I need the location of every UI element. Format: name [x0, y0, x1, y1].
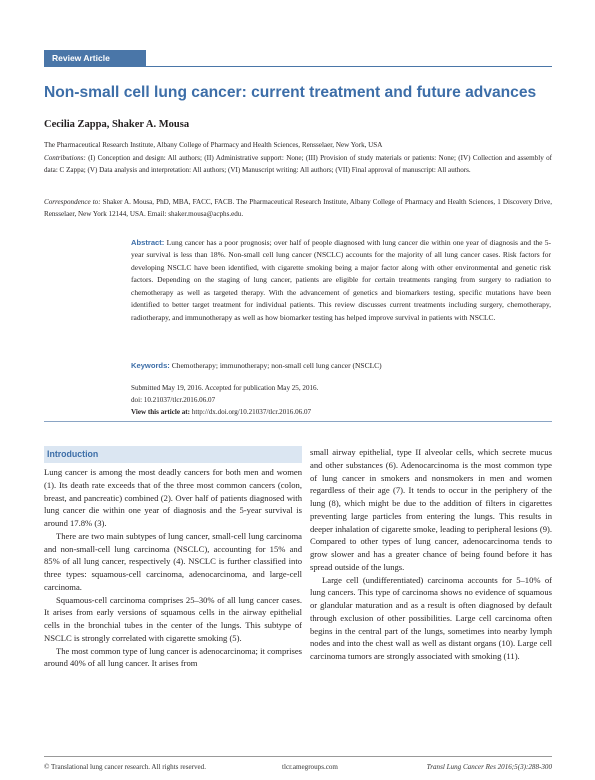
footer-citation: Transl Lung Cancer Res 2016;5(3):288-300 [426, 763, 552, 771]
contributions-text: (I) Conception and design: All authors; (II) Administrative support: None; (III) Provision of study materials or patients: None; (IV) Collection and assembly of data: C Zappa; (V) Data analysis and interpretation: All authors; (VI) Manuscript writing: All authors; (VII) Final approval of manuscript: All authors. [44, 154, 552, 175]
authors: Cecilia Zappa, Shaker A. Mousa [44, 119, 190, 130]
article-title: Non-small cell lung cancer: current treatment and future advances [44, 84, 537, 101]
abstract [131, 237, 551, 324]
abstract-label: Abstract: [131, 238, 165, 247]
footer-copyright: © Translational lung cancer research. All rights reserved. [44, 763, 206, 771]
submission-dates: Submitted May 19, 2016. Accepted for publication May 25, 2016. [131, 384, 319, 392]
header-divider [44, 66, 552, 67]
correspondence-text: Shaker A. Mousa, PhD, MBA, FACC, FACB. The Pharmaceutical Research Institute, Albany College of Pharmacy and Health Sciences, 1 Discovery Drive, Rensselaer, New York 12144, USA. Email: shaker.mousa@acphs.edu. [44, 198, 552, 219]
paragraph: Large cell (undifferentiated) carcinoma accounts for 5–10% of lung cancers. This type of carcinoma shows no evidence of squamous or glandular maturation and as a result is often diagnosed by default through exclusion of other possibilities. Large cell carcinoma often begins in the central part of the lungs, sometimes into nearby lymph nodes and into the chest wall as well as distant organs (10). Large cell carcinoma tumors are strongly associated with smoking (11). [310, 574, 552, 661]
correspondence [44, 196, 552, 221]
paragraph: There are two main subtypes of lung cancer, small-cell lung carcinoma and non-small-cell lung carcinoma (NSCLC), accounting for 15% and 85% of all lung cancer, respectively (4). NSCLC is further classified into three types: squamous-cell carcinoma, adenocarcinoma, and large-cell carcinoma. [44, 530, 302, 592]
doi: doi: 10.21037/tlcr.2016.06.07 [131, 396, 216, 404]
paragraph: The most common type of lung cancer is adenocarcinoma; it comprises around 40% of all lung cancer. It arises from [44, 645, 302, 669]
contributions [44, 152, 552, 177]
paragraph: Squamous-cell carcinoma comprises 25–30% of all lung cancer cases. It arises from early versions of squamous cells in the airway epithelial cells in the bronchial tubes in the center of the lungs. This subtype of NSCLC is strongly correlated with cigarette smoking (5). [44, 594, 302, 643]
contributions-label: Contributions: [44, 154, 86, 162]
keywords-label: Keywords: [131, 361, 170, 370]
view-article-link[interactable]: http://dx.doi.org/10.21037/tlcr.2016.06.07 [191, 408, 312, 416]
correspondence-label: Correspondence to: [44, 198, 101, 206]
affiliation: The Pharmaceutical Research Institute, Albany College of Pharmacy and Health Sciences, Rensselaer, New York, USA [44, 141, 383, 149]
paragraph: Lung cancer is among the most deadly cancers for both men and women (1). Its death rate exceeds that of the three most common cancers (colon, breast, and pancreatic) combined (2). Over half of patients diagnosed with lung cancer die within one year of diagnosis and the 5-year survival is around 17.8% (3). [44, 467, 302, 528]
paragraph: small airway epithelial, type II alveolar cells, which secrete mucus and other substances (6). Adenocarcinoma is the most common type of lung cancer in smokers and nonsmokers in men and women regardless of their age (7). It tends to occur in the periphery of the lung (8), which might be due to the addition of filters in cigarettes preventing large particles from entering the lungs. This results in deeper inhalation of cigarette smoke, leading to peripheral lesions (9). Compared to other types of lung cancer, adenocarcinoma tends to grow slower and has a greater chance of being found before it has spread outside of the lungs. [310, 447, 552, 572]
view-article-line [131, 408, 311, 416]
abstract-text: Lung cancer has a poor prognosis; over half of people diagnosed with lung cancer die within one year of diagnosis and the 5-year survival is less than 18%. Non-small cell lung cancer (NSCLC) accounts for the majority of all lung cancer cases. Risk factors for developing NSCLC have been identified, with cigarette smoking being a major factor along with other environmental and genetic risk factors. Depending on the staging of lung cancer, patients are eligible for certain treatments ranging from surgery to radiation to chemotherapy as well as targeted therapy. With the advancement of genetics and biomarkers testing, specific mutations have been identified to better target treatment for individual patients. This review discusses current treatments including surgery, chemotherapy, radiotherapy, and immunotherapy as well as how biomarker testing has helped improve survival in patients with NSCLC. [131, 238, 551, 322]
left-column [44, 466, 302, 670]
view-article-label: View this article at: [131, 408, 191, 416]
right-column [310, 446, 552, 663]
footer-site[interactable]: tlcr.amegroups.com [282, 763, 338, 771]
keywords [131, 360, 551, 372]
keywords-text: Chemotherapy; immunotherapy; non-small cell lung cancer (NSCLC) [171, 361, 382, 370]
section-divider [44, 421, 552, 422]
introduction-heading: Introduction [44, 446, 302, 463]
footer-divider [44, 756, 552, 757]
article-type-badge: Review Article [44, 50, 146, 66]
